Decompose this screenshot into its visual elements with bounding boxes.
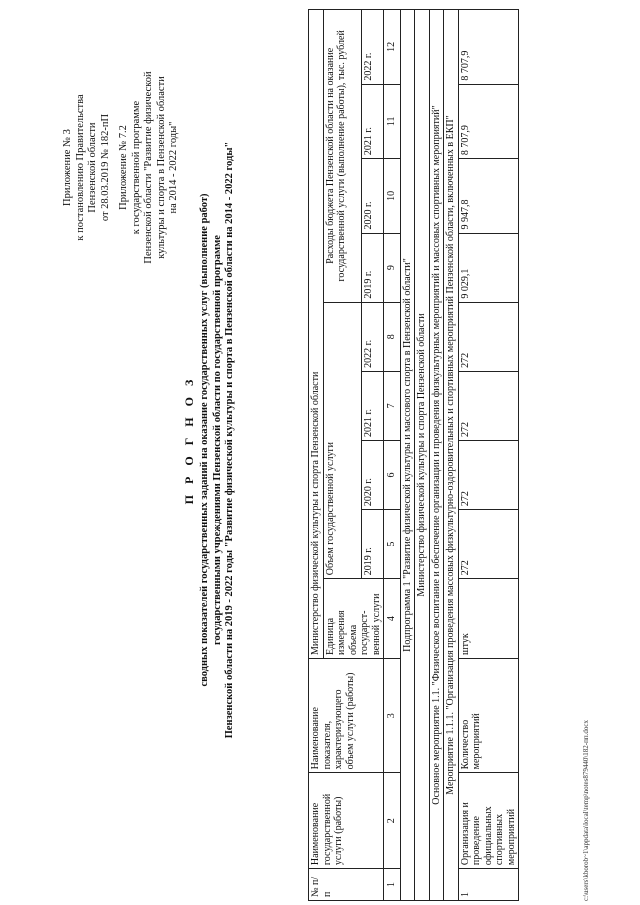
col-number: 2 [384,773,401,869]
col-number: 1 [384,869,401,901]
year-cell: 2021 г. [362,371,384,440]
col-number: 12 [384,10,401,85]
row-volume-2020: 272 [458,440,519,509]
appendix2-block [118,35,181,300]
year-cell: 2019 г. [362,510,384,579]
main-measure-row: Основное мероприятие 1.1. "Физическое воспитание и обеспечение организации и проведения физкультурных мероприятий и массовых спортивных мероприятий" [429,10,444,901]
file-path-footer: c:\users\kborob~1\appdata\local\temp\notes879440\182-пп.docx [582,720,590,901]
row-volume-2022: 272 [458,302,519,371]
col-number: 7 [384,371,401,440]
col-number: 8 [384,302,401,371]
ministry-row: Министерство физической культуры и спорта Пензенской области [415,10,430,901]
appendix-line: к постановлению Правительства [74,94,86,241]
appendix2-line: Приложение № 7.2 [118,125,129,210]
col-number: 3 [384,659,401,773]
subprogram-row: Подпрограмма 1 "Развитие физической культуры и массового спорта в Пензенской области" [400,10,415,901]
col-number: 6 [384,440,401,509]
table-row [458,10,519,901]
year-cell: 2020 г. [362,440,384,509]
appendix2-line: культуры и спорта в Пензенской области [155,76,167,259]
title-line: сводных показателей государственных заданий на оказание государственных услуг (выполнение работ) [199,193,210,687]
header-volume: Объем государственной услуги [323,302,362,579]
appendix-line: от 28.03.2019 № 182-пП [99,113,111,222]
year-cell: 2021 г. [362,84,384,158]
column-number-row [384,10,401,901]
col-number: 11 [384,84,401,158]
header-service: Наименование государственной услуги (работы) [309,773,384,869]
col-number: 9 [384,233,401,302]
row-expense-2019: 9 029,1 [458,233,519,302]
row-volume-2019: 272 [458,510,519,579]
title-line: Пензенской области на 2019 - 2022 годы "Развитие физической культуры и спорта в Пензенской области на 2014 - 2022 годы" [224,141,235,739]
year-cell: 2022 г. [362,10,384,85]
col-number: 5 [384,510,401,579]
title-line: государственными учреждениями Пензенской области по государственной программе [211,235,223,645]
row-expense-2021: 8 707,9 [458,84,519,158]
row-expense-2022: 8 707,9 [458,10,519,85]
row-indicator: Количество мероприятий [458,659,519,773]
year-cell: 2020 г. [362,159,384,233]
col-number: 4 [384,579,401,659]
appendix2-line: к государственной программе [130,100,142,235]
measure-row: Мероприятие 1.1.1. "Организация проведения массовых физкультурно-оздоровительных и спортивных мероприятий Пензенской области, включенных в ЕКП" [444,10,459,901]
header-unit: Единица измерения объема государст-венной услуги [323,579,384,659]
header-indicator: Наименование показателя, характеризующего объем услуги (работы) [309,659,384,773]
appendix-block [62,35,112,300]
year-cell: 2019 г. [362,233,384,302]
forecast-table [308,9,519,901]
header-num: № п/п [309,869,384,901]
row-volume-2021: 272 [458,371,519,440]
appendix-line: Приложение № 3 [62,129,73,206]
row-expense-2020: 9 947,8 [458,159,519,233]
col-number: 10 [384,159,401,233]
appendix-line: Пензенской области [87,122,98,213]
header-ministry: Министерство физической культуры и спорта Пензенской области [309,10,324,659]
year-cell: 2022 г. [362,302,384,371]
header-expenses: Расходы бюджета Пензенской области на оказание государственной услуги (выполнение работы), тыс. рублей [323,10,362,303]
row-service: Организация и проведение официальных спортивных мероприятий [458,773,519,869]
title-heading: П Р О Г Н О З [182,375,196,505]
row-unit: штук [458,579,519,659]
document-title [182,115,237,765]
appendix2-line: Пензенской области "Развитие физической [143,71,154,264]
appendix2-line: на 2014 - 2022 годы" [168,121,179,214]
row-num: 1 [458,869,519,901]
